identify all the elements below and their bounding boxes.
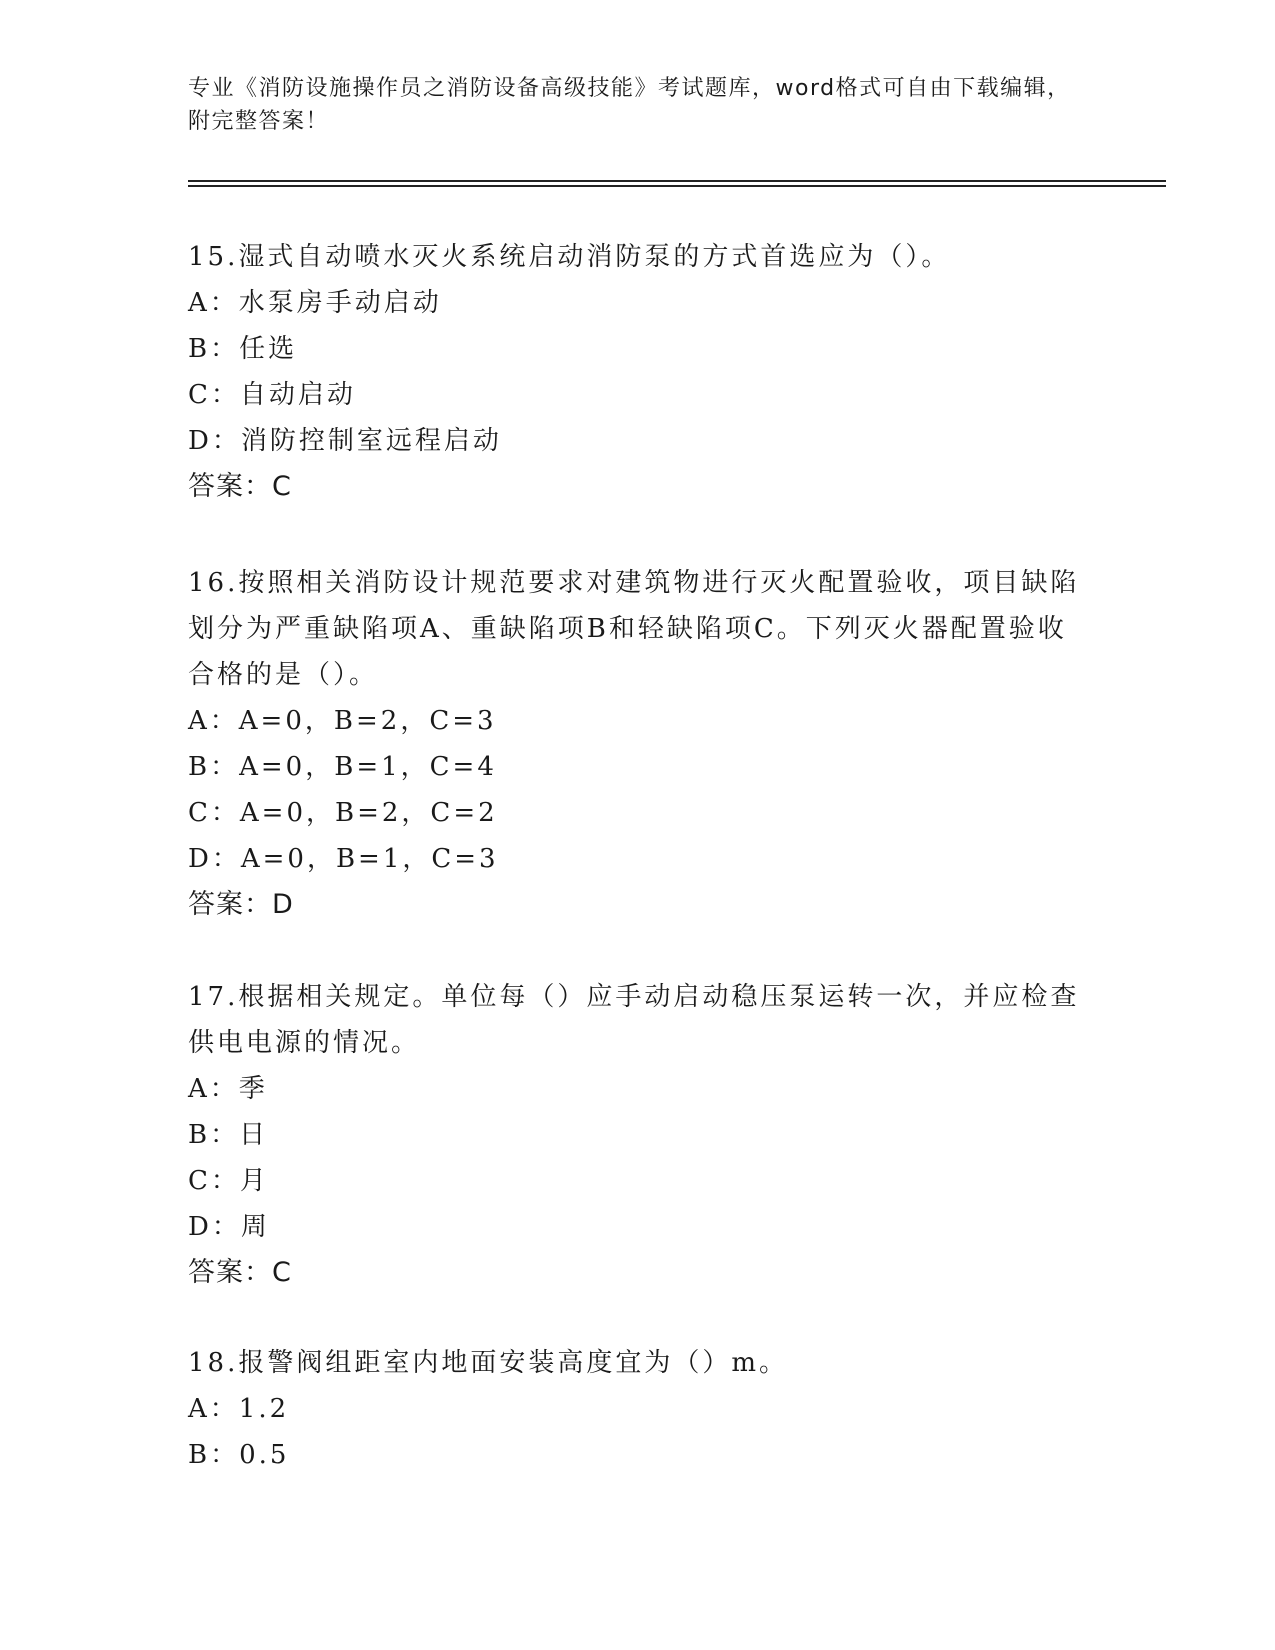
option-b: B：任选 bbox=[188, 334, 298, 364]
answer-label: 答案：C bbox=[188, 471, 292, 502]
option-a: A：1.2 bbox=[188, 1394, 290, 1424]
option-a: A：水泵房手动启动 bbox=[188, 288, 442, 318]
option-d: D：周 bbox=[188, 1212, 270, 1242]
option-c: C：A=0，B=2，C=2 bbox=[188, 798, 498, 828]
question-stem: 18.报警阀组距室内地面安装高度宜为（）m。 bbox=[188, 1348, 789, 1378]
question-15 bbox=[188, 234, 1088, 510]
question-stem: 17.根据相关规定。单位每（）应手动启动稳压泵运转一次，并应检查供电电源的情况。 bbox=[188, 982, 1080, 1058]
question-stem: 16.按照相关消防设计规范要求对建筑物进行灭火配置验收，项目缺陷划分为严重缺陷项A、重缺陷项B和轻缺陷项C。下列灭火器配置验收合格的是（）。 bbox=[188, 568, 1080, 690]
option-d: D：消防控制室远程启动 bbox=[188, 426, 502, 456]
option-d: D：A=0，B=1，C=3 bbox=[188, 844, 499, 874]
option-b: B：日 bbox=[188, 1120, 269, 1150]
option-a: A：季 bbox=[188, 1074, 268, 1104]
answer-label: 答案：D bbox=[188, 889, 294, 920]
option-c: C：月 bbox=[188, 1166, 269, 1196]
answer-label: 答案：C bbox=[188, 1257, 292, 1288]
option-b: B：A=0，B=1，C=4 bbox=[188, 752, 497, 782]
header-divider-top bbox=[188, 180, 1166, 182]
option-a: A：A=0，B=2，C=3 bbox=[188, 706, 497, 736]
question-17 bbox=[188, 974, 1088, 1296]
option-c: C：自动启动 bbox=[188, 380, 356, 410]
header-divider-bottom bbox=[188, 185, 1166, 187]
option-b: B：0.5 bbox=[188, 1440, 290, 1470]
question-stem: 15.湿式自动喷水灭火系统启动消防泵的方式首选应为（）。 bbox=[188, 242, 951, 272]
question-18 bbox=[188, 1340, 1088, 1478]
question-16 bbox=[188, 560, 1088, 928]
document-header: 专业《消防设施操作员之消防设备高级技能》考试题库，word格式可自由下载编辑，附完整答案！ bbox=[188, 76, 1071, 134]
